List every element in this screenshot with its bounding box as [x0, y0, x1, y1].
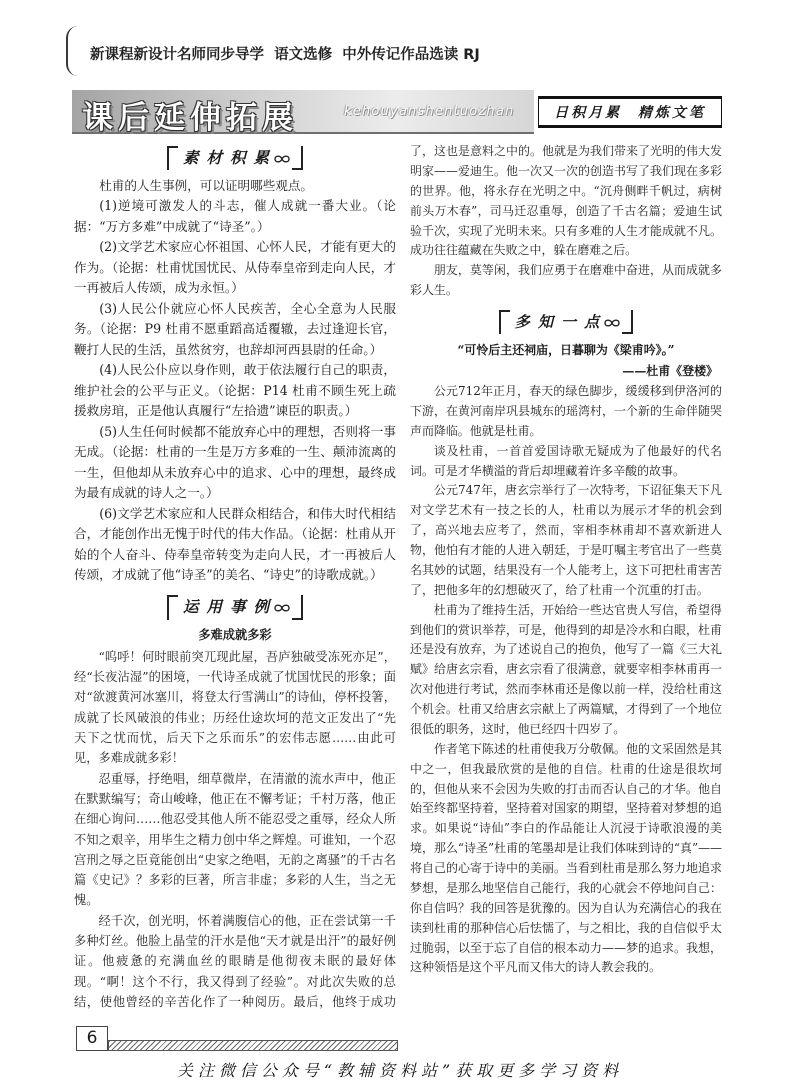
paragraph: (6)文学艺术家应和人民群众相结合，和伟大时代相结合，才能创作出无愧于时代的伟大作品。（论据：杜甫从开始的个人奋斗、侍奉皇帝转变为走向人民，才一再被后人传颂，才成就了他“诗圣”的美名、“诗史”的诗歌成就。）	[74, 505, 396, 583]
section-heading-examples	[167, 595, 303, 620]
paragraph: (2)文学艺术家应心怀祖国、心怀人民，才能有更大的作为。（论据：杜甫忧国忧民、从侍奉皇帝到走向人民，才一再被后人传颂，成为永恒。）	[74, 239, 396, 296]
banner-motto: 日积月累 精炼文笔	[538, 96, 722, 128]
section-heading-extra-knowledge	[499, 310, 634, 334]
section-heading-row	[74, 595, 396, 620]
page-number: 6	[76, 1026, 108, 1051]
paragraph: 公元747年，唐玄宗举行了一次特考，下诏征集天下凡对文学艺术有一技之长的人，杜甫以为展示才华的机会到了，高兴地去应考了，然而，宰相李林甫却不喜欢新进人物，他怕有才能的人进入朝廷，于是叮嘱主考官出了一些莫名其妙的试题，结果没有一个人能考上，这下可把杜甫害苦了，把他多年的幻想破灭了，给了杜甫一个沉重的打击。	[410, 483, 722, 597]
section-heading-text: 多知一点	[514, 313, 608, 332]
paragraph: 公元712年正月，春天的绿色脚步，缓缓移到伊洛河的下游，在黄河南岸巩县城东的瑶湾村，一个新的生命伴随哭声而降临。他就是杜甫。	[410, 384, 722, 438]
essay-title: 多难成就多彩	[198, 628, 272, 643]
section-heading-materials	[167, 146, 303, 171]
ornament-icon	[273, 154, 291, 164]
paragraph: 忍重辱，抒绝唱，细草微岸，在清澈的流水声中，他正在默默编写；奇山峻峰，他正在不懈考证；千村万落，他正在细心询问……他忍受其他人所不能忍受之重辱，经众人所不知之艰辛，用毕生之精力创中华之辉煌。可谁知，一个忍宫刑之辱之臣竟能创出“史家之绝唱，无韵之离骚”的千古名篇《史记》？多彩的巨著，所言非虚；多彩的人生，当之无愧。	[74, 771, 396, 908]
paragraph: (1)逆境可激发人的斗志，催人成就一番大业。（论据：“万方多难”中成就了“诗圣”。）	[74, 198, 396, 234]
left-column	[74, 142, 396, 1014]
header-bracket-ornament	[66, 26, 78, 76]
poem-quote: “可怜后主还祠庙，日暮聊为《梁甫吟》。”	[457, 342, 675, 357]
footer-notice: 关注微信公众号“教辅资料站”获取更多学习资料	[176, 1061, 624, 1080]
paragraph: 经千次，创光明，怀着满腹信心的他，正在尝试第一千多种灯丝。他脸上晶莹的汗水是他“天才就是出汗”的最好例证。他疲惫的充满血丝的眼睛是他彻夜未眠的最好体现。“啊！这个不行，我又得到了经验”。对此次失败的总结，使他曾经的辛苦化作了一种阅历。最后，他终于成功	[74, 913, 396, 1009]
paragraph: (3)人民公仆就应心怀人民疾苦，全心全意为人民服务。（论据：P9 杜甫不愿重蹈高适覆辙，去过逢迎长官，鞭打人民的生活，虽然贫穷，也辞却河西县尉的任命。）	[74, 300, 396, 357]
section-heading-text: 运用事例	[182, 597, 277, 617]
paragraph: 杜甫为了维持生活，开始给一些达官贵人写信，希望得到他们的赏识举荐，可是，他得到的却是冷水和白眼，杜甫还是没有放弃，为了述说自己的抱负，他写了一篇《三大礼赋》给唐玄宗看，唐玄宗看了很满意，就要宰相李林甫再一次对他进行考试，然而李林甫还是像以前一样，没给杜甫这个机会。杜甫又给唐玄宗献上了两篇赋，才得到了一个地位很低的职务，这时，他已经四十四岁了。	[410, 602, 722, 736]
paragraph: “呜呼！何时眼前突兀现此屋，吾庐独破受冻死亦足”，经“长夜沾湿”的困境，一代诗圣成就了忧国忧民的形象；面对“欲渡黄河冰塞川，将登太行雪满山”的诗仙，停杯投箸，成就了长风破浪的伟业；历经仕途坎坷的范文正发出了“先天下之忧而忧，后天下之乐而乐”的宏伟志愿……由此可见，多难成就多彩！	[74, 649, 396, 766]
running-header: 新课程新设计名师同步导学 语文选修 中外传记作品选读 RJ	[90, 47, 480, 63]
paragraph: (5)人生任何时候都不能放弃心中的理想，否则将一事无成。（论据：杜甫的一生是万方多难的一生、颠沛流离的一生，但他却从未放弃心中的追求、心中的理想，最终成为最有成就的诗人之一。）	[74, 423, 396, 501]
poem-attribution: ——杜甫《登楼》	[622, 363, 718, 378]
paragraph: 作者笔下陈述的杜甫使我万分敬佩。他的文采固然是其中之一，但我最欣赏的是他的自信。杜甫的仕途是很坎坷的，但他从来不会因为失败的打击而否认自己的才华。他自始至终都坚持着，坚持着对国家的期望，坚持着对梦想的追求。如果说“诗仙”李白的作品能让人沉浸于诗歌浪漫的美境，那么“诗圣”杜甫的笔墨却是让我们体味到诗的“真”——将自己的心寄于诗中的美丽。当看到杜甫是那么努力地追求梦想，是那么地坚信自己能行，我的心就会不停地问自己：你自信吗？我的回答是犹豫的。因为自认为充满信心的我在读到杜甫的那种信心后怯懦了，与之相比，我的自信似乎太过脆弱，以至于忘了自信的根本动力——梦的追求。我想，这种领悟是这个平凡而又伟大的诗人教会我的。	[410, 741, 722, 975]
right-column	[410, 142, 722, 1014]
paragraph-continued: 了，这也是意料之中的。他就是为我们带来了光明的伟大发明家——爱迪生。他一次又一次的创造书写了我们现在多彩的世界。他，将永存在光明之中。“沉舟侧畔千帆过，病树前头万木春”，司马迁忍重辱，创造了千古名篇；爱迪生试验千次，实现了光明未来。只有多难的人生才能成就不凡。成功往往蕴藏在失败之中，躲在磨难之后。	[410, 144, 722, 258]
ornament-icon	[273, 603, 291, 613]
section-heading-row	[74, 146, 396, 171]
ornament-icon	[603, 318, 621, 328]
paragraph: 朋友，莫等闲，我们应勇于在磨难中奋进，从而成就多彩人生。	[410, 263, 722, 298]
section-heading-row	[410, 310, 722, 334]
page-number-hatched-bar	[108, 1040, 398, 1051]
paragraph: 谈及杜甫，一首首爱国诗歌无疑成为了他最好的代名词。可是才华横溢的背后却埋藏着许多辛酸的故事。	[410, 443, 722, 478]
section-heading-text: 素材积累	[182, 147, 277, 167]
paragraph: 杜甫的人生事例，可以证明哪些观点。	[99, 177, 314, 193]
paragraph: (4)人民公仆应以身作则，敢于依法履行自己的职责，维护社会的公平与正义。（论据：P14 杜甫不顾生死上疏援救房琯，正是他认真履行“左拾遗”谏臣的职责。）	[74, 362, 396, 419]
banner-title: 课后延伸拓展	[82, 100, 298, 136]
banner-pinyin: kehouyanshentuozhan	[344, 104, 515, 119]
section-banner	[72, 90, 722, 134]
